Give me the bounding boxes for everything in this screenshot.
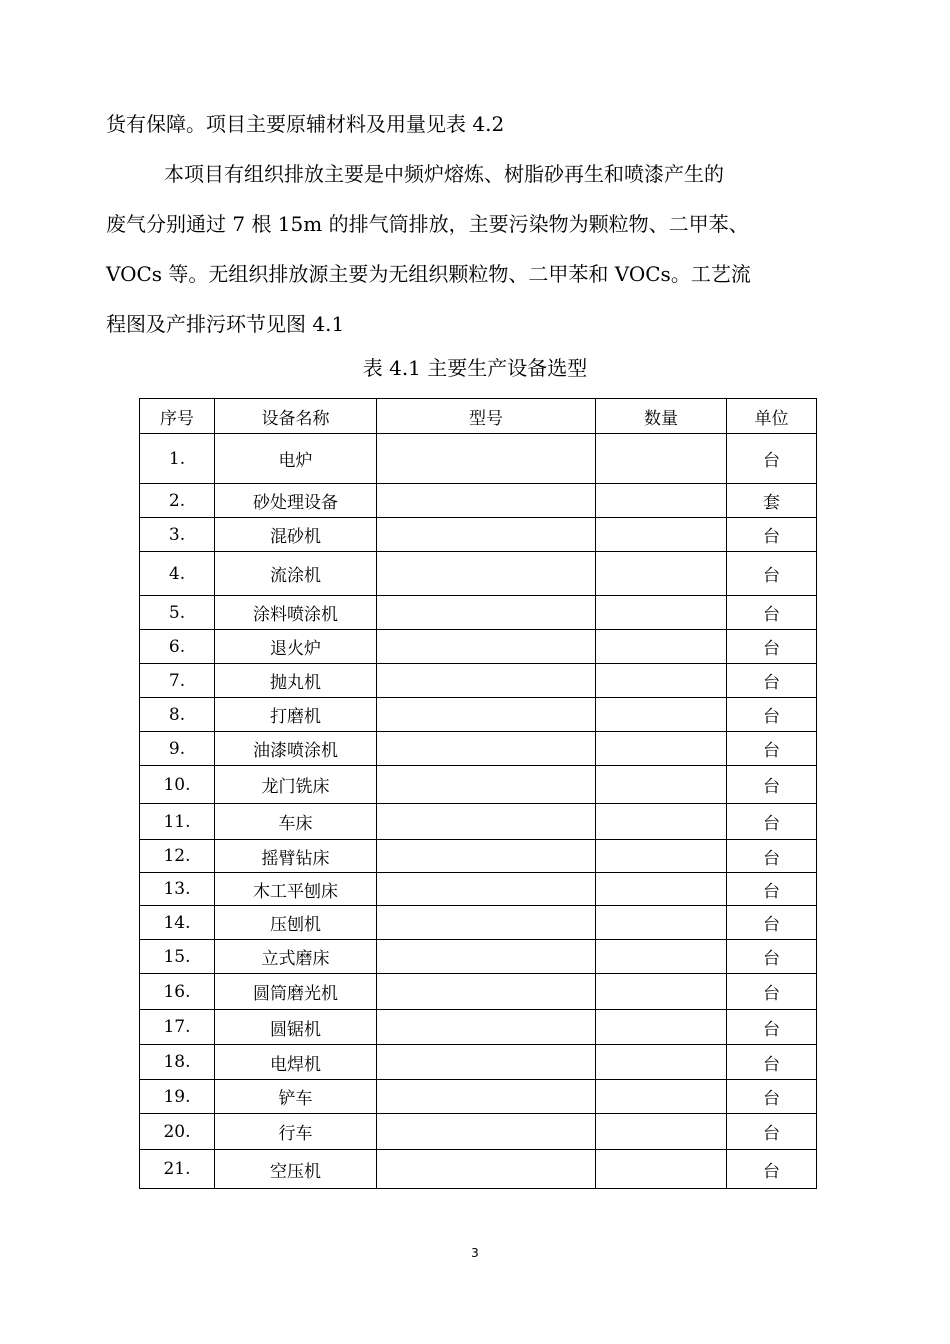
cell-equipment-name: 圆筒磨光机 <box>215 974 377 1010</box>
cell-unit: 台 <box>727 804 817 840</box>
cell-quantity <box>596 518 727 552</box>
cell-quantity <box>596 940 727 974</box>
cell-model <box>377 1010 596 1045</box>
cell-equipment-name: 打磨机 <box>215 698 377 732</box>
cell-quantity <box>596 1010 727 1045</box>
cell-equipment-name: 铲车 <box>215 1080 377 1114</box>
cell-model <box>377 873 596 906</box>
cell-equipment-name: 电焊机 <box>215 1045 377 1080</box>
cell-unit: 台 <box>727 906 817 940</box>
table-row <box>140 804 817 840</box>
cell-unit: 台 <box>727 766 817 804</box>
cell-quantity <box>596 484 727 518</box>
cell-index: 12. <box>140 840 215 873</box>
header-model: 型号 <box>377 399 596 434</box>
cell-unit: 台 <box>727 1045 817 1080</box>
cell-equipment-name: 木工平刨床 <box>215 873 377 906</box>
cell-unit: 台 <box>727 698 817 732</box>
cell-equipment-name: 摇臂钻床 <box>215 840 377 873</box>
cell-equipment-name: 电炉 <box>215 434 377 484</box>
header-equipment-name: 设备名称 <box>215 399 377 434</box>
cell-equipment-name: 行车 <box>215 1114 377 1150</box>
cell-index: 17. <box>140 1010 215 1045</box>
cell-index: 4. <box>140 552 215 596</box>
paragraph-line: 本项目有组织排放主要是中频炉熔炼、树脂砂再生和喷漆产生的 <box>164 162 724 186</box>
table-row <box>140 552 817 596</box>
cell-equipment-name: 退火炉 <box>215 630 377 664</box>
cell-model <box>377 906 596 940</box>
table-row <box>140 518 817 552</box>
cell-model <box>377 1045 596 1080</box>
cell-quantity <box>596 552 727 596</box>
header-index: 序号 <box>140 399 215 434</box>
header-quantity: 数量 <box>596 399 727 434</box>
table-row <box>140 1150 817 1189</box>
cell-unit: 台 <box>727 552 817 596</box>
cell-model <box>377 766 596 804</box>
cell-model <box>377 804 596 840</box>
cell-unit: 台 <box>727 840 817 873</box>
cell-quantity <box>596 766 727 804</box>
cell-quantity <box>596 698 727 732</box>
cell-quantity <box>596 732 727 766</box>
cell-unit: 台 <box>727 518 817 552</box>
cell-equipment-name: 流涂机 <box>215 552 377 596</box>
cell-model <box>377 1080 596 1114</box>
cell-model <box>377 974 596 1010</box>
cell-equipment-name: 混砂机 <box>215 518 377 552</box>
cell-index: 8. <box>140 698 215 732</box>
cell-model <box>377 518 596 552</box>
table-row <box>140 766 817 804</box>
cell-quantity <box>596 906 727 940</box>
page-number: 3 <box>471 1246 479 1260</box>
cell-model <box>377 732 596 766</box>
cell-unit: 台 <box>727 1150 817 1189</box>
cell-index: 5. <box>140 596 215 630</box>
cell-unit: 台 <box>727 596 817 630</box>
cell-model <box>377 698 596 732</box>
table-row <box>140 664 817 698</box>
cell-index: 6. <box>140 630 215 664</box>
cell-equipment-name: 涂料喷涂机 <box>215 596 377 630</box>
cell-model <box>377 552 596 596</box>
cell-unit: 台 <box>727 630 817 664</box>
cell-index: 13. <box>140 873 215 906</box>
paragraph-emissions <box>106 155 806 355</box>
cell-model <box>377 596 596 630</box>
cell-index: 18. <box>140 1045 215 1080</box>
cell-equipment-name: 圆锯机 <box>215 1010 377 1045</box>
cell-quantity <box>596 840 727 873</box>
paragraph-continuation: 货有保障。项目主要原辅材料及用量见表 4.2 <box>106 112 505 136</box>
cell-quantity <box>596 873 727 906</box>
table-row <box>140 1010 817 1045</box>
cell-quantity <box>596 664 727 698</box>
cell-index: 7. <box>140 664 215 698</box>
cell-index: 3. <box>140 518 215 552</box>
table-caption: 表 4.1 主要生产设备选型 <box>362 356 588 380</box>
cell-equipment-name: 车床 <box>215 804 377 840</box>
cell-index: 10. <box>140 766 215 804</box>
cell-unit: 台 <box>727 1010 817 1045</box>
cell-index: 9. <box>140 732 215 766</box>
cell-model <box>377 630 596 664</box>
cell-quantity <box>596 1080 727 1114</box>
cell-index: 11. <box>140 804 215 840</box>
cell-model <box>377 434 596 484</box>
cell-index: 19. <box>140 1080 215 1114</box>
cell-unit: 台 <box>727 873 817 906</box>
cell-unit: 台 <box>727 732 817 766</box>
cell-index: 1. <box>140 434 215 484</box>
cell-quantity <box>596 630 727 664</box>
table-row <box>140 873 817 906</box>
cell-index: 15. <box>140 940 215 974</box>
cell-equipment-name: 压刨机 <box>215 906 377 940</box>
cell-unit: 套 <box>727 484 817 518</box>
table-row <box>140 484 817 518</box>
cell-unit: 台 <box>727 664 817 698</box>
table-row <box>140 940 817 974</box>
cell-unit: 台 <box>727 1080 817 1114</box>
cell-model <box>377 940 596 974</box>
equipment-table <box>139 398 817 1189</box>
cell-quantity <box>596 1114 727 1150</box>
cell-quantity <box>596 1150 727 1189</box>
cell-equipment-name: 立式磨床 <box>215 940 377 974</box>
cell-index: 20. <box>140 1114 215 1150</box>
cell-quantity <box>596 596 727 630</box>
table-row <box>140 1045 817 1080</box>
table-row <box>140 906 817 940</box>
cell-model <box>377 484 596 518</box>
paragraph-line: 废气分别通过 7 根 15m 的排气筒排放，主要污染物为颗粒物、二甲苯、 <box>106 212 749 236</box>
cell-quantity <box>596 804 727 840</box>
cell-model <box>377 664 596 698</box>
table-row <box>140 1080 817 1114</box>
table-row <box>140 630 817 664</box>
paragraph-line: 程图及产排污环节见图 4.1 <box>106 312 345 336</box>
cell-quantity <box>596 1045 727 1080</box>
cell-index: 14. <box>140 906 215 940</box>
table-row <box>140 840 817 873</box>
cell-unit: 台 <box>727 1114 817 1150</box>
cell-quantity <box>596 434 727 484</box>
cell-equipment-name: 抛丸机 <box>215 664 377 698</box>
cell-index: 21. <box>140 1150 215 1189</box>
cell-quantity <box>596 974 727 1010</box>
cell-unit: 台 <box>727 940 817 974</box>
cell-equipment-name: 龙门铣床 <box>215 766 377 804</box>
cell-unit: 台 <box>727 974 817 1010</box>
cell-index: 16. <box>140 974 215 1010</box>
table-row <box>140 974 817 1010</box>
paragraph-line: VOCs 等。无组织排放源主要为无组织颗粒物、二甲苯和 VOCs。工艺流 <box>106 262 751 286</box>
cell-model <box>377 840 596 873</box>
table-row <box>140 434 817 484</box>
cell-unit: 台 <box>727 434 817 484</box>
table-row <box>140 698 817 732</box>
table-header-row <box>140 399 817 434</box>
cell-equipment-name: 砂处理设备 <box>215 484 377 518</box>
header-unit: 单位 <box>727 399 817 434</box>
cell-model <box>377 1150 596 1189</box>
table-row <box>140 596 817 630</box>
cell-equipment-name: 空压机 <box>215 1150 377 1189</box>
cell-model <box>377 1114 596 1150</box>
table-body <box>140 434 817 1189</box>
table-row <box>140 732 817 766</box>
cell-equipment-name: 油漆喷涂机 <box>215 732 377 766</box>
cell-index: 2. <box>140 484 215 518</box>
table-row <box>140 1114 817 1150</box>
